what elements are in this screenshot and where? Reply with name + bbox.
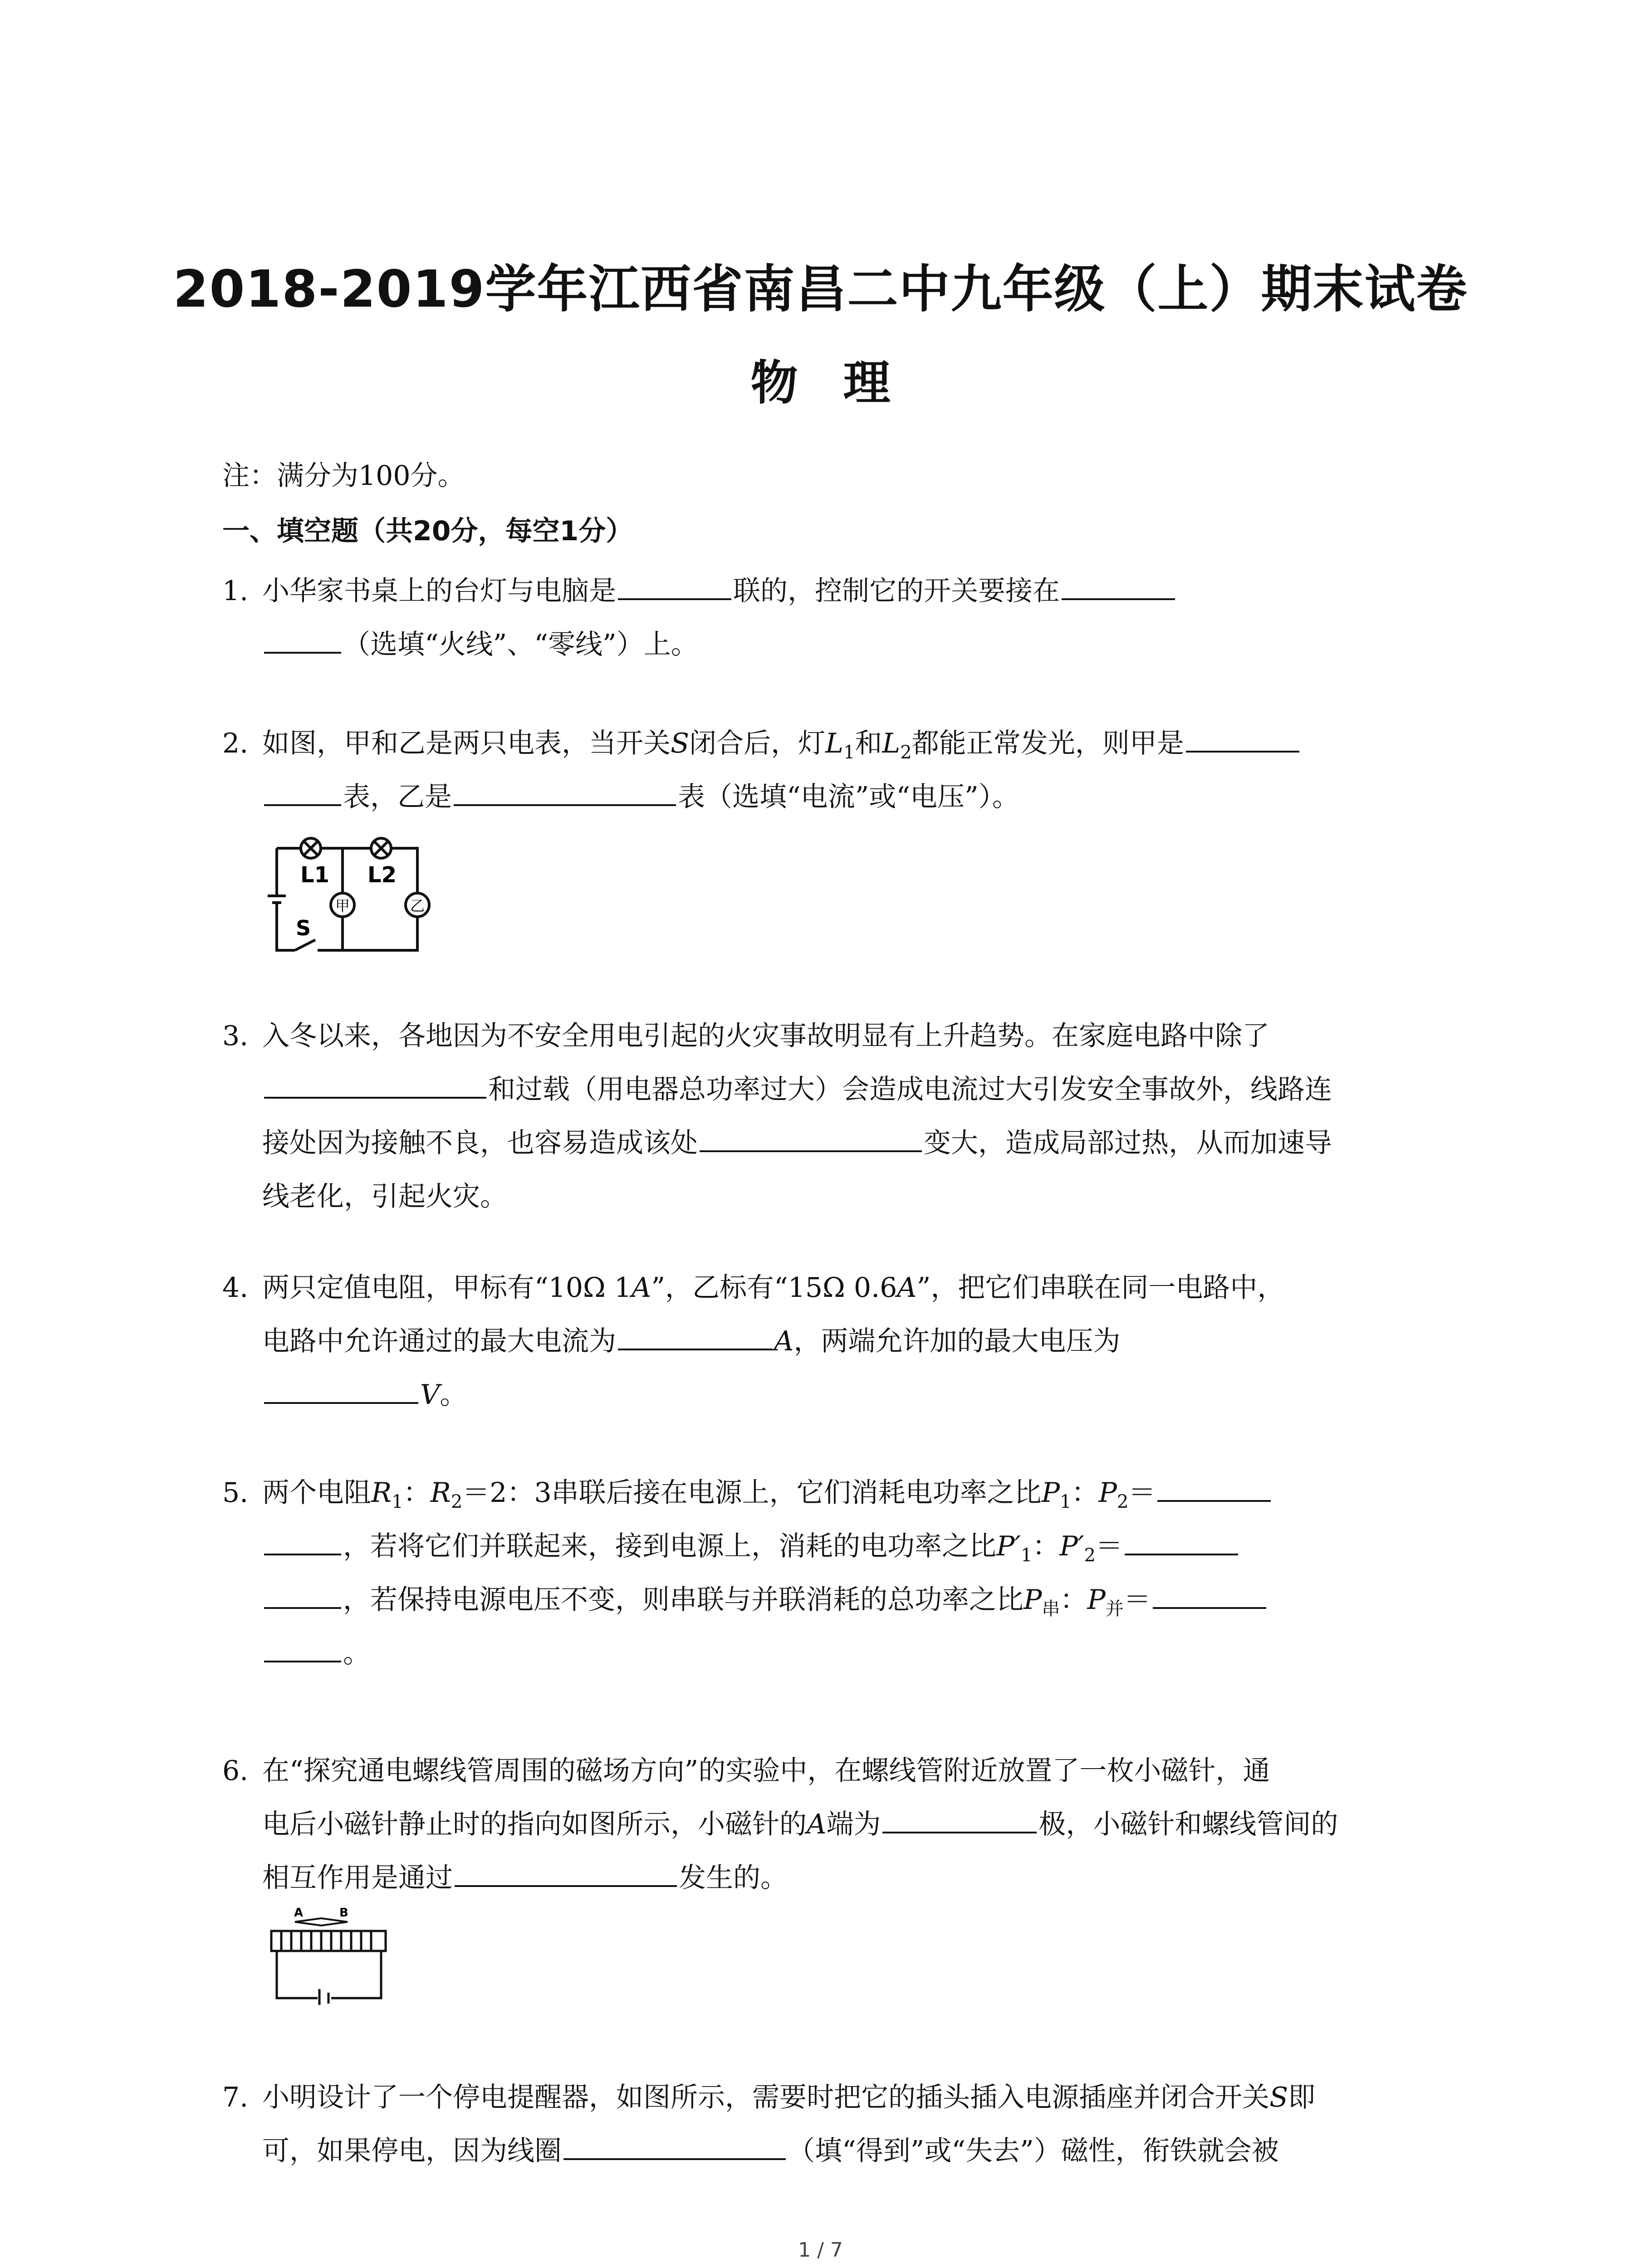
- question-number: 7.: [222, 2082, 249, 2113]
- switch-label: S: [296, 916, 311, 940]
- answer-blank[interactable]: [1186, 724, 1299, 753]
- solenoid-diagram: [268, 1903, 395, 2005]
- circuit-diagram: [268, 835, 458, 957]
- question-number: 1.: [222, 575, 249, 607]
- question-4: 4. 两只定值电阻，甲标有“10Ω 1A”，乙标有“15Ω 0.6A”，把它们串联在同一电路中， 电路中允许通过的最大电流为 A，两端允许加的最大电压为 V。: [222, 1261, 1456, 1422]
- answer-blank-continued[interactable]: [264, 778, 341, 806]
- needle-b-label: B: [339, 1906, 348, 1920]
- answer-blank[interactable]: [882, 1805, 1037, 1833]
- answer-blank-continued[interactable]: [264, 1581, 341, 1609]
- answer-blank[interactable]: [618, 572, 731, 600]
- question-2: 2. 如图，甲和乙是两只电表，当开关S闭合后，灯$L_1$和$L_2$都能正常发光，则甲是 表，乙是 表（选填“电流”或“电压”）。: [222, 717, 1456, 824]
- lamp-l2-label: L2: [367, 862, 397, 888]
- section-heading: 一、填空题（共20分，每空1分）: [222, 515, 633, 547]
- answer-blank-continued[interactable]: [264, 1634, 341, 1662]
- answer-blank[interactable]: [1153, 1581, 1266, 1609]
- lamp-l1-label: L1: [300, 862, 329, 888]
- meter-yi-icon: 乙: [410, 897, 425, 914]
- question-number: 5.: [222, 1477, 249, 1509]
- answer-blank[interactable]: [264, 1070, 486, 1099]
- answer-blank[interactable]: [1062, 572, 1175, 600]
- score-note: 注：满分为100分。: [222, 460, 465, 492]
- question-number: 4.: [222, 1272, 249, 1304]
- exam-title: 2018-2019学年江西省南昌二中九年级（上）期末试卷: [173, 260, 1468, 319]
- question-5: 5. 两个电阻$R_1$：$R_2=2$：3串联后接在电源上，它们消耗电功率之比$P_1$：$P_2=$ ，若将它们并联起来，接到电源上，消耗的电功率之比$P'_1$：$P'_2=$ ，若保持电源电压不变，则串联与并联消耗的总功率之比$P_串$：$P_并=$ 。: [222, 1466, 1456, 1680]
- question-3: 3. 入冬以来，各地因为不安全用电引起的火灾事故明显有上升趋势。在家庭电路中除了 和过载（用电器总功率过大）会造成电流过大引发安全事故外，线路连 接处因为接触不良，也容易造成该处 变大，造成局部过热，从而加速导 线老化，引起火灾。: [222, 1009, 1456, 1223]
- answer-blank[interactable]: [264, 1376, 418, 1404]
- question-number: 2.: [222, 728, 249, 759]
- meter-jia-icon: 甲: [335, 897, 350, 914]
- needle-a-label: A: [294, 1906, 304, 1920]
- answer-blank[interactable]: [700, 1124, 922, 1152]
- answer-blank[interactable]: [455, 1859, 677, 1887]
- question-1: 1. 小华家书桌上的台灯与电脑是 联的，控制它的开关要接在 （选填“火线”、“零线”）上。: [222, 564, 1456, 671]
- answer-blank[interactable]: [1157, 1474, 1271, 1502]
- answer-blank[interactable]: [618, 1322, 772, 1350]
- question-number: 3.: [222, 1020, 249, 1052]
- subject-title: 物理: [750, 355, 936, 411]
- answer-blank[interactable]: [454, 778, 676, 806]
- question-7: 7. 小明设计了一个停电提醒器，如图所示，需要时把它的插头插入电源插座并闭合开关S即 可，如果停电，因为线圈 （填“得到”或“失去”）磁性，衔铁就会被: [222, 2071, 1456, 2178]
- question-6: 6. 在“探究通电螺线管周围的磁场方向”的实验中，在螺线管附近放置了一枚小磁针，通 电后小磁针静止时的指向如图所示，小磁针的A端为 极，小磁针和螺线管间的 相互作用是通过 发生的。: [222, 1744, 1456, 1905]
- answer-blank-continued[interactable]: [264, 1527, 341, 1555]
- answer-blank[interactable]: [563, 2132, 786, 2160]
- question-number: 6.: [222, 1755, 249, 1787]
- answer-blank-continued[interactable]: [264, 626, 341, 654]
- answer-blank[interactable]: [1125, 1527, 1238, 1555]
- page-number: 1 / 7: [798, 2239, 843, 2262]
- solenoid-coil-icon: [271, 1931, 386, 2005]
